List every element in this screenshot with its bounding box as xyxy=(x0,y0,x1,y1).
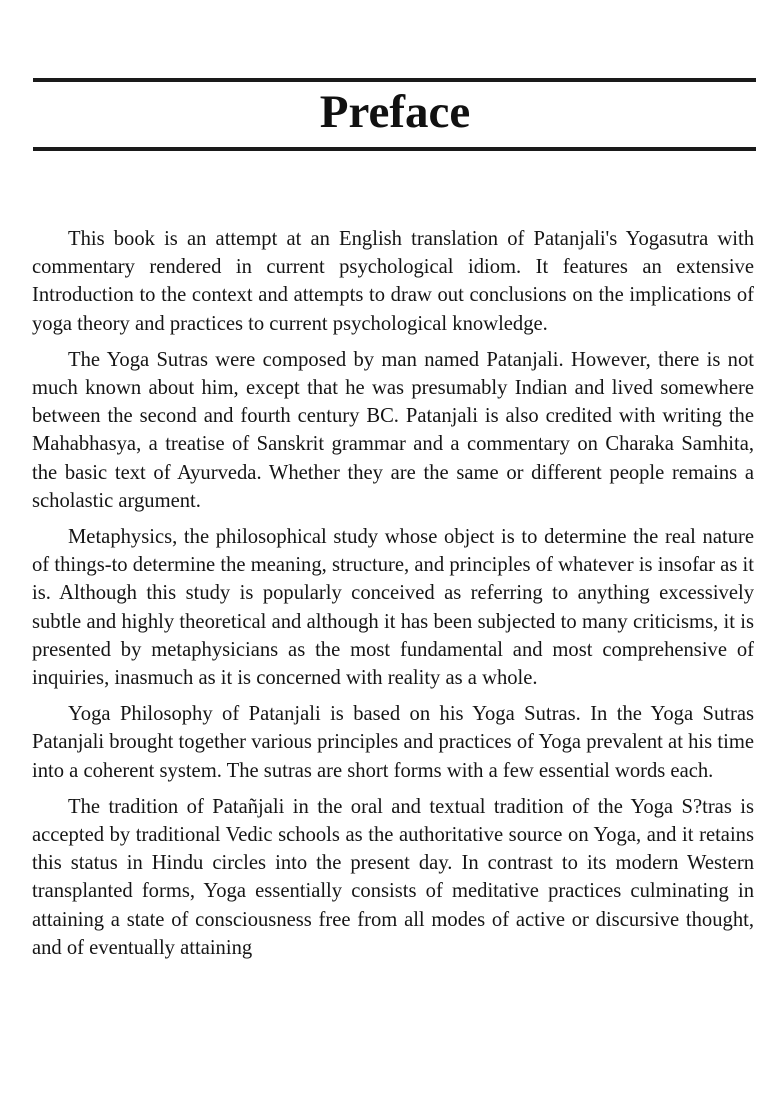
bottom-rule xyxy=(33,147,756,151)
paragraph: Metaphysics, the philosophical study whose object is to determine the real nature of things-to determine the meaning, structure, and principles of whatever is insofar as it is. Although this study is popularly conceived as referring to anything excessively subtle and highly theoretical and although it has been subjected to many criticisms, it is presented by metaphysicians as the most fundamental and most comprehensive of inquiries, inasmuch as it is concerned with reality as a whole. xyxy=(32,526,754,690)
preface-body xyxy=(32,225,754,970)
paragraph: The Yoga Sutras were composed by man named Patanjali. However, there is not much known about him, except that he was presumably Indian and lived somewhere between the second and fourth century BC. Patanjali is also credited with writing the Mahabhasya, a treatise of Sanskrit grammar and a commentary on Charaka Samhita, the basic text of Ayurveda. Whether they are the same or different people remains a scholastic argument. xyxy=(32,348,754,512)
paragraph: The tradition of Patañjali in the oral and textual tradition of the Yoga S?tras is accepted by traditional Vedic schools as the authoritative source on Yoga, and it retains this status in Hindu circles into the present day. In contrast to its modern Western transplanted forms, Yoga essentially consists of meditative practices culminating in attaining a state of consciousness free from all modes of active or discursive thought, and of eventually attaining xyxy=(32,795,754,959)
paragraph: Yoga Philosophy of Patanjali is based on his Yoga Sutras. In the Yoga Sutras Patanjali brought together various principles and practices of Yoga prevalent at his time into a coherent system. The sutras are short forms with a few essential words each. xyxy=(32,703,754,782)
page-title: Preface xyxy=(319,86,471,138)
paragraph: This book is an attempt at an English translation of Patanjali's Yogasutra with commentary rendered in current psychological idiom. It features an extensive Introduction to the context and attempts to draw out conclusions on the implications of yoga theory and practices to current psychological knowledge. xyxy=(32,228,754,335)
